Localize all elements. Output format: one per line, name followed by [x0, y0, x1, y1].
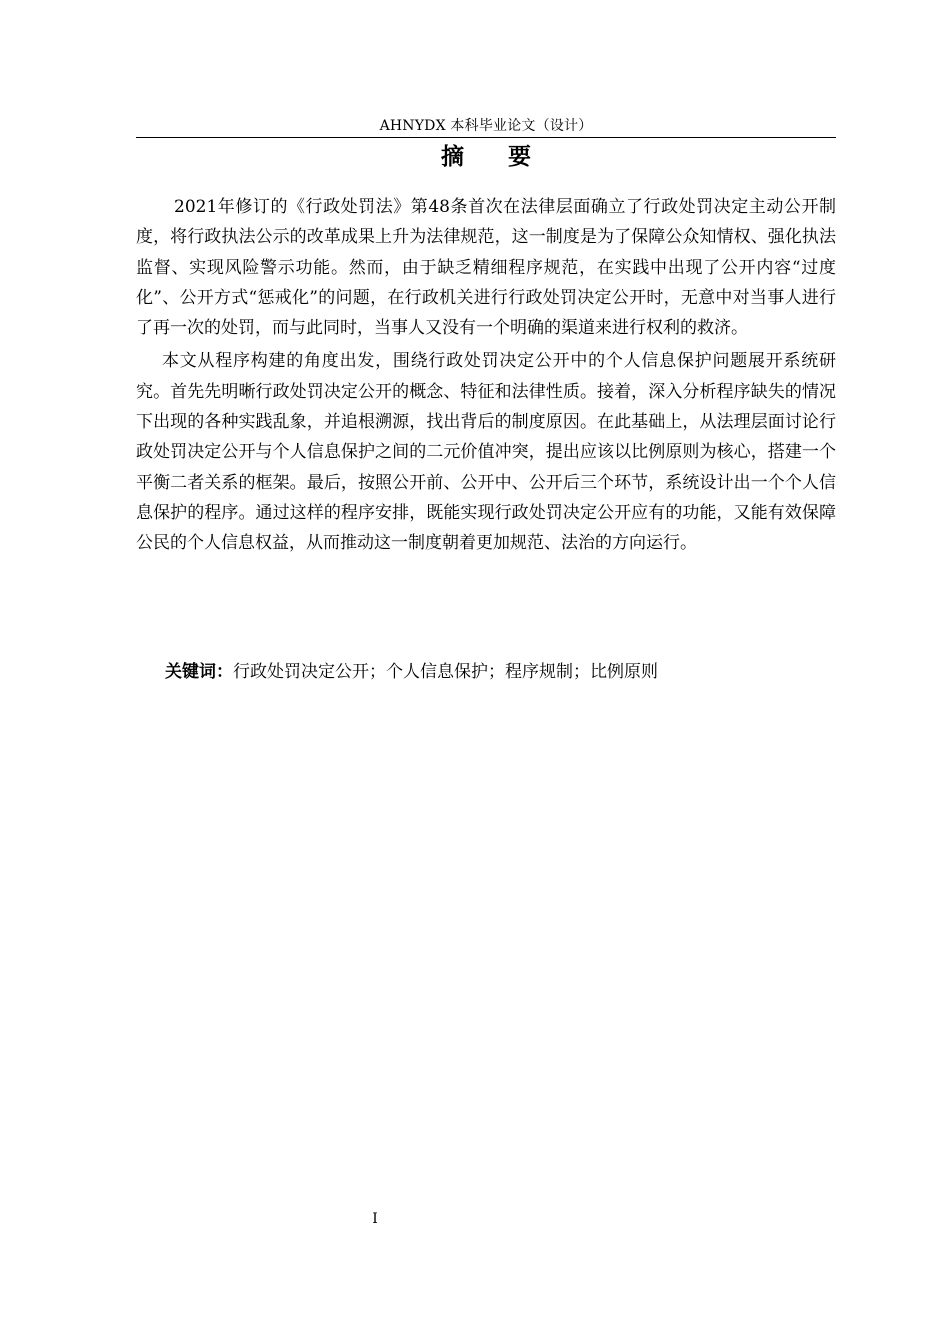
keywords-label: 关键词：	[165, 662, 233, 682]
page-number: I	[372, 1211, 378, 1227]
abstract-body	[136, 192, 836, 559]
abstract-paragraph-1: 2021年修订的《行政处罚法》第48条首次在法律层面确立了行政处罚决定主动公开制度，将行政执法公示的改革成果上升为法律规范，这一制度是为了保障公众知情权、强化执法监督、实现风险警示功能。然而，由于缺乏精细程序规范，在实践中出现了公开内容“过度化”、公开方式“惩戒化”的问题，在行政机关进行行政处罚决定公开时，无意中对当事人进行了再一次的处罚，而与此同时，当事人又没有一个明确的渠道来进行权利的救济。	[136, 197, 836, 339]
page-title: 摘 要	[440, 144, 549, 170]
running-header: AHNYDX 本科毕业论文（设计）	[379, 118, 593, 134]
keywords-text: 行政处罚决定公开；个人信息保护；程序规制；比例原则	[233, 662, 658, 682]
abstract-paragraph-2: 本文从程序构建的角度出发，围绕行政处罚决定公开中的个人信息保护问题展开系统研究。首先先明晰行政处罚决定公开的概念、特征和法律性质。接着，深入分析程序缺失的情况下出现的各种实践乱象，并追根溯源，找出背后的制度原因。在此基础上，从法理层面讨论行政处罚决定公开与个人信息保护之间的二元价值冲突，提出应该以比例原则为核心，搭建一个平衡二者关系的框架。最后，按照公开前、公开中、公开后三个环节，系统设计出一个个人信息保护的程序。通过这样的程序安排，既能实现行政处罚决定公开应有的功能，又能有效保障公民的个人信息权益，从而推动这一制度朝着更加规范、法治的方向运行。	[136, 351, 836, 554]
keywords-line	[165, 658, 835, 686]
header-rule	[136, 137, 836, 138]
